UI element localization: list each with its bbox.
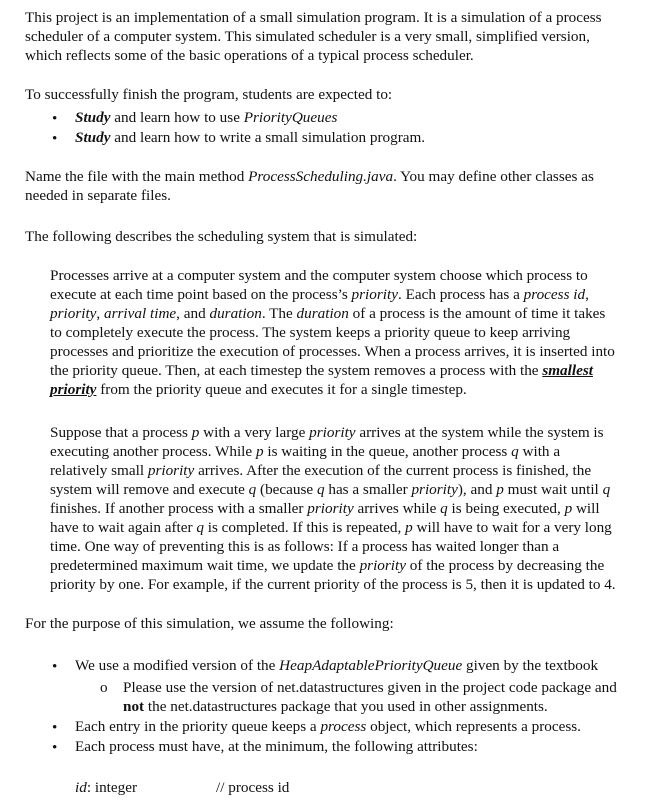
attribute-id: id: integer — [75, 779, 138, 796]
intro-line-1: This project is an implementation of a small simulation program. It is a simulation of a process — [25, 9, 602, 26]
assume-item-3: Each process must have, at the minimum, the following attributes: — [75, 738, 478, 755]
assume-sub-item-line-2: not the net.datastructures package that you used in other assignments. — [123, 698, 548, 715]
bullet-marker: • — [52, 719, 58, 736]
intro-line-2: scheduler of a computer system. This simulated scheduler is a very small, simplified version, — [25, 28, 590, 45]
expect-lead: To successfully finish the program, students are expected to: — [25, 86, 393, 103]
intro-line-3: which reflects some of the basic operations of a typical process scheduler. — [25, 47, 474, 64]
assume-item-1: We use a modified version of the HeapAdaptablePriorityQueue given by the textbook — [75, 657, 599, 674]
attribute-id-comment: // process id — [216, 779, 290, 796]
assume-heading: For the purpose of this simulation, we assume the following: — [25, 615, 394, 632]
following-heading: The following describes the scheduling system that is simulated: — [25, 228, 418, 245]
emphasis-smallest: smallest — [542, 362, 593, 379]
expect-item-1: Study and learn how to use PriorityQueues — [75, 109, 338, 126]
document-page: This project is an implementation of a small simulation program. It is a simulation of a process scheduler of a computer system. This simulated scheduler is a very small, simplified version, which reflects some of the basic operations of a typical process scheduler. To successfully finish the program, students are expected to: • Study and learn how to use PriorityQueues • Study and learn how to write a small simulation program. Name the file with the main method ProcessScheduling.java. You may define other classes as needed in separate files. The following describes the scheduling system that is simulated: Processes arrive at a computer system and the computer system choose which process to execute at each time point based on the process’s priority. Each process has a process id, priority, arrival time, and duration. The duration of a process is the amount of time it takes to completely execute the process. The system keeps a priority queue to keep arriving processes and prioritize the execution of processes. When a process arrives, it is inserted into the priority queue. Then, at each timestep the system removes a process with the smallest priority from the priority queue and executes it for a single timestep. Suppose that a process p with a very large priority arrives at the system while the system is executing another process. While p is waiting in the queue, another process q with a relatively small priority arrives. After the execution of the current process is finished, the system will remove and execute q (because q has a smaller priority), and p must wait until q finishes. If another process with a smaller priority arrives while q is being executed, p will have to wait again after q is completed. If this is repeated, p will have to wait for a very long time. One way of preventing this is as follows: If a process has waited longer than a predetermined maximum wait time, we update the priority of the process by decreasing the priority by one. For example, if the current priority of the process is 5, then it is updated to 4. For the purpose of this simulation, we assume the following: • We use a modified version of the HeapAdaptablePriorityQueue given by the textbook o Please use the version of net.datastructures given in the project code package and not the net.datastructures package that you used in other assignments. • Each entry in the priority queue keeps a process object, which represents a process. • Each process must have, at the minimum, the following attributes: id: integer // process id — [0, 0, 664, 800]
bullet-marker: • — [52, 110, 58, 127]
bullet-marker: • — [52, 658, 58, 675]
bullet-marker: • — [52, 130, 58, 147]
bullet-marker: • — [52, 739, 58, 756]
emphasis-priority: priority — [50, 381, 97, 398]
sub-bullet-marker: o — [100, 679, 108, 696]
assume-sub-item-line-1: Please use the version of net.datastructures given in the project code package and — [123, 679, 617, 696]
assume-item-2: Each entry in the priority queue keeps a process object, which represents a process. — [75, 718, 581, 735]
naming-line-2: needed in separate files. — [25, 187, 171, 204]
naming-line-1: Name the file with the main method ProcessScheduling.java. You may define other classes as — [25, 168, 594, 185]
expect-item-2: Study and learn how to write a small simulation program. — [75, 129, 426, 146]
